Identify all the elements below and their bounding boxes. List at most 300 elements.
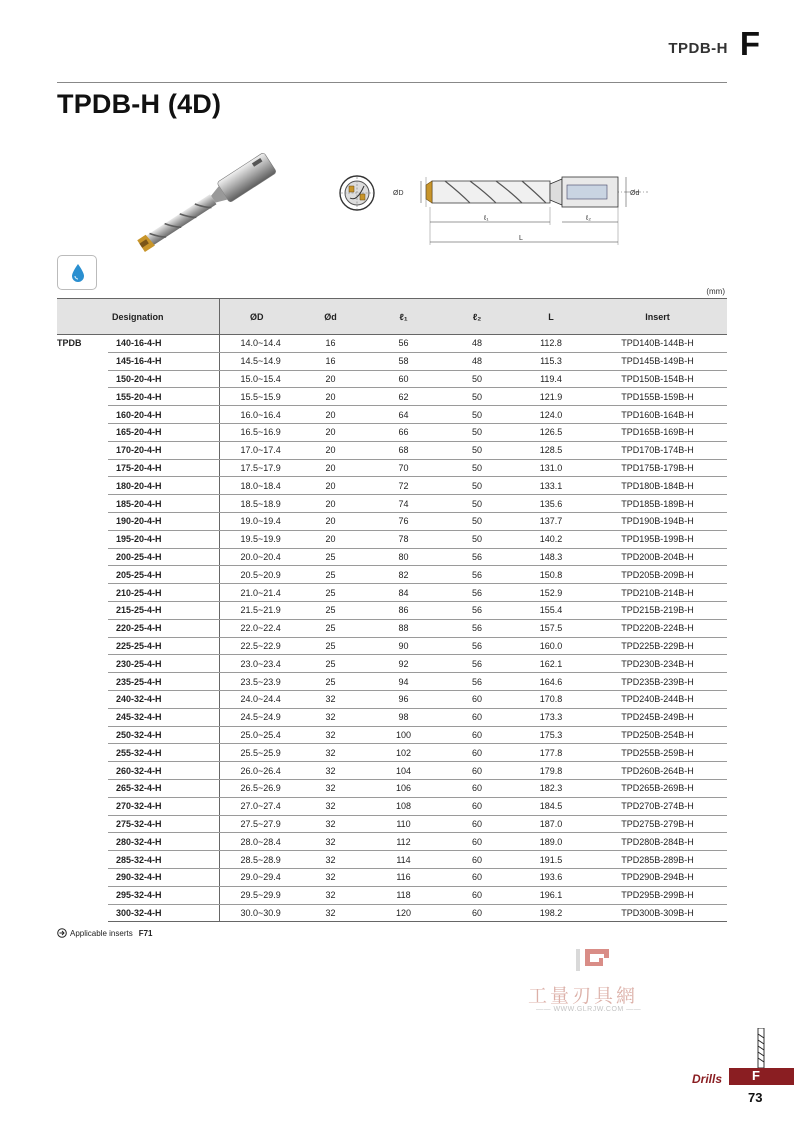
cell-designation: 185-20-4-H [108, 495, 219, 513]
cell-sd: 25 [294, 637, 367, 655]
cell-l2: 48 [440, 335, 514, 353]
cell-l2: 60 [440, 762, 514, 780]
table-row [57, 601, 727, 619]
coolant-drop-icon [70, 263, 86, 283]
cell-l2: 56 [440, 655, 514, 673]
drill-icon [754, 1028, 768, 1070]
cell-l1: 60 [367, 370, 440, 388]
table-row [57, 477, 727, 495]
cell-od: 17.0~17.4 [219, 441, 294, 459]
cell-designation: 295-32-4-H [108, 886, 219, 904]
cell-od: 29.0~29.4 [219, 868, 294, 886]
label-od: ØD [393, 190, 404, 197]
table-row [57, 690, 727, 708]
cell-l2: 50 [440, 441, 514, 459]
cell-sd: 32 [294, 868, 367, 886]
cell-l2: 56 [440, 673, 514, 691]
cell-designation: 145-16-4-H [108, 352, 219, 370]
cell-L: 115.3 [514, 352, 588, 370]
footnote [57, 928, 153, 938]
cell-insert: TPD260B-264B-H [588, 762, 727, 780]
cell-L: 152.9 [514, 584, 588, 602]
cell-designation: 155-20-4-H [108, 388, 219, 406]
cell-l2: 56 [440, 601, 514, 619]
cell-L: 112.8 [514, 335, 588, 353]
cell-sd: 32 [294, 886, 367, 904]
cell-designation: 165-20-4-H [108, 423, 219, 441]
table-row [57, 459, 727, 477]
cell-L: 177.8 [514, 744, 588, 762]
cell-insert: TPD150B-154B-H [588, 370, 727, 388]
cell-od: 15.0~15.4 [219, 370, 294, 388]
label-l1: ℓ₁ [484, 215, 489, 222]
cell-designation: 300-32-4-H [108, 904, 219, 922]
cell-l1: 118 [367, 886, 440, 904]
cell-L: 133.1 [514, 477, 588, 495]
table-row [57, 815, 727, 833]
cell-insert: TPD225B-229B-H [588, 637, 727, 655]
cell-insert: TPD195B-199B-H [588, 530, 727, 548]
cell-sd: 20 [294, 477, 367, 495]
cell-od: 23.5~23.9 [219, 673, 294, 691]
cell-l1: 100 [367, 726, 440, 744]
cell-l1: 84 [367, 584, 440, 602]
table-row [57, 388, 727, 406]
cell-insert: TPD295B-299B-H [588, 886, 727, 904]
cell-sd: 25 [294, 619, 367, 637]
table-row [57, 833, 727, 851]
cell-designation: 235-25-4-H [108, 673, 219, 691]
cell-l1: 106 [367, 779, 440, 797]
cell-l1: 120 [367, 904, 440, 922]
cell-l2: 60 [440, 797, 514, 815]
cell-insert: TPD300B-309B-H [588, 904, 727, 922]
cell-insert: TPD170B-174B-H [588, 441, 727, 459]
coolant-badge [57, 255, 97, 290]
cell-od: 24.5~24.9 [219, 708, 294, 726]
cell-L: 150.8 [514, 566, 588, 584]
cell-l1: 78 [367, 530, 440, 548]
cell-L: 187.0 [514, 815, 588, 833]
table-row [57, 726, 727, 744]
cell-L: 148.3 [514, 548, 588, 566]
cell-od: 20.0~20.4 [219, 548, 294, 566]
col-l2: ℓ₂ [440, 299, 514, 335]
cell-od: 28.5~28.9 [219, 851, 294, 869]
cell-od: 21.5~21.9 [219, 601, 294, 619]
footer-tab[interactable] [729, 1068, 794, 1085]
cell-l1: 96 [367, 690, 440, 708]
cell-l1: 92 [367, 655, 440, 673]
cell-designation: 290-32-4-H [108, 868, 219, 886]
cell-od: 20.5~20.9 [219, 566, 294, 584]
table-row [57, 619, 727, 637]
cell-insert: TPD210B-214B-H [588, 584, 727, 602]
cell-od: 19.0~19.4 [219, 512, 294, 530]
table-row [57, 566, 727, 584]
cell-designation: 245-32-4-H [108, 708, 219, 726]
cell-od: 14.0~14.4 [219, 335, 294, 353]
cell-insert: TPD190B-194B-H [588, 512, 727, 530]
cell-L: 162.1 [514, 655, 588, 673]
cell-l2: 60 [440, 833, 514, 851]
table-row [57, 441, 727, 459]
cell-sd: 32 [294, 744, 367, 762]
cell-l2: 60 [440, 726, 514, 744]
cell-od: 26.5~26.9 [219, 779, 294, 797]
header-divider [57, 82, 727, 83]
cell-designation: 215-25-4-H [108, 601, 219, 619]
cell-sd: 32 [294, 904, 367, 922]
cell-L: 184.5 [514, 797, 588, 815]
cell-od: 23.0~23.4 [219, 655, 294, 673]
cell-od: 27.0~27.4 [219, 797, 294, 815]
table-row [57, 495, 727, 513]
cell-L: 155.4 [514, 601, 588, 619]
cell-insert: TPD230B-234B-H [588, 655, 727, 673]
cell-designation: 175-20-4-H [108, 459, 219, 477]
cell-l1: 82 [367, 566, 440, 584]
cell-l2: 60 [440, 904, 514, 922]
cell-L: 173.3 [514, 708, 588, 726]
cell-sd: 20 [294, 512, 367, 530]
cell-l2: 50 [440, 530, 514, 548]
col-sd: Ød [294, 299, 367, 335]
cell-L: 179.8 [514, 762, 588, 780]
section-label: TPDB-H [668, 40, 728, 57]
watermark-text: 工量刃具網 [528, 985, 639, 1007]
table-header-row [57, 299, 727, 335]
cell-l2: 50 [440, 495, 514, 513]
cell-l1: 90 [367, 637, 440, 655]
cell-sd: 32 [294, 851, 367, 869]
table-row [57, 548, 727, 566]
cell-l1: 68 [367, 441, 440, 459]
cell-l2: 50 [440, 423, 514, 441]
cell-L: 160.0 [514, 637, 588, 655]
cell-l2: 60 [440, 815, 514, 833]
cell-l1: 104 [367, 762, 440, 780]
spec-table [57, 298, 727, 922]
cell-designation: 205-25-4-H [108, 566, 219, 584]
cell-designation: 270-32-4-H [108, 797, 219, 815]
table-row [57, 352, 727, 370]
cell-designation: 230-25-4-H [108, 655, 219, 673]
cell-l2: 56 [440, 566, 514, 584]
cell-insert: TPD160B-164B-H [588, 406, 727, 424]
arrow-right-circle-icon [57, 928, 67, 938]
cell-l1: 112 [367, 833, 440, 851]
label-L: L [519, 235, 523, 242]
cell-od: 24.0~24.4 [219, 690, 294, 708]
cell-od: 30.0~30.9 [219, 904, 294, 922]
cell-l2: 50 [440, 477, 514, 495]
table-row [57, 744, 727, 762]
footer-tab-letter: F [752, 1068, 760, 1083]
cell-insert: TPD155B-159B-H [588, 388, 727, 406]
cell-insert: TPD140B-144B-H [588, 335, 727, 353]
cell-l2: 60 [440, 886, 514, 904]
cell-designation: 150-20-4-H [108, 370, 219, 388]
cell-insert: TPD250B-254B-H [588, 726, 727, 744]
cell-od: 22.0~22.4 [219, 619, 294, 637]
footer-category: Drills [692, 1072, 723, 1086]
cell-l1: 56 [367, 335, 440, 353]
cell-L: 119.4 [514, 370, 588, 388]
cell-sd: 20 [294, 370, 367, 388]
cell-insert: TPD245B-249B-H [588, 708, 727, 726]
table-row [57, 779, 727, 797]
section-letter: F [739, 25, 760, 62]
cell-L: 131.0 [514, 459, 588, 477]
cell-l2: 56 [440, 619, 514, 637]
cell-l2: 60 [440, 708, 514, 726]
cell-designation: 285-32-4-H [108, 851, 219, 869]
cell-l2: 50 [440, 388, 514, 406]
cell-sd: 25 [294, 584, 367, 602]
cell-od: 22.5~22.9 [219, 637, 294, 655]
page-number: 73 [748, 1090, 763, 1105]
cell-designation: 195-20-4-H [108, 530, 219, 548]
cell-l1: 58 [367, 352, 440, 370]
cell-l1: 110 [367, 815, 440, 833]
table-row [57, 584, 727, 602]
cell-l2: 50 [440, 370, 514, 388]
label-sd: Ød [630, 190, 640, 197]
cell-od: 25.0~25.4 [219, 726, 294, 744]
cell-l2: 48 [440, 352, 514, 370]
cell-L: 157.5 [514, 619, 588, 637]
cell-L: 198.2 [514, 904, 588, 922]
cell-designation: 200-25-4-H [108, 548, 219, 566]
cell-designation: 190-20-4-H [108, 512, 219, 530]
table-row [57, 851, 727, 869]
table-row [57, 886, 727, 904]
cell-insert: TPD180B-184B-H [588, 477, 727, 495]
cell-l1: 72 [367, 477, 440, 495]
cell-l1: 94 [367, 673, 440, 691]
cell-insert: TPD220B-224B-H [588, 619, 727, 637]
cell-od: 16.0~16.4 [219, 406, 294, 424]
cell-designation: 180-20-4-H [108, 477, 219, 495]
cell-insert: TPD145B-149B-H [588, 352, 727, 370]
cell-l1: 62 [367, 388, 440, 406]
col-insert: Insert [588, 299, 727, 335]
cell-insert: TPD240B-244B-H [588, 690, 727, 708]
cell-L: 189.0 [514, 833, 588, 851]
cell-designation: 210-25-4-H [108, 584, 219, 602]
cell-od: 16.5~16.9 [219, 423, 294, 441]
cell-designation: 240-32-4-H [108, 690, 219, 708]
cell-od: 15.5~15.9 [219, 388, 294, 406]
cell-designation: 160-20-4-H [108, 406, 219, 424]
table-row [57, 335, 727, 353]
cell-l1: 86 [367, 601, 440, 619]
col-designation: Designation [57, 299, 219, 335]
cell-sd: 20 [294, 406, 367, 424]
table-row [57, 512, 727, 530]
cell-l2: 60 [440, 851, 514, 869]
cell-L: 124.0 [514, 406, 588, 424]
cell-l1: 114 [367, 851, 440, 869]
drill-side-view [390, 163, 658, 253]
table-row [57, 370, 727, 388]
cell-od: 14.5~14.9 [219, 352, 294, 370]
cell-designation: 280-32-4-H [108, 833, 219, 851]
cell-sd: 25 [294, 566, 367, 584]
cell-l2: 60 [440, 690, 514, 708]
cell-designation: 170-20-4-H [108, 441, 219, 459]
cell-l2: 60 [440, 868, 514, 886]
cell-designation: 225-25-4-H [108, 637, 219, 655]
table-row [57, 423, 727, 441]
cell-L: 128.5 [514, 441, 588, 459]
cell-l1: 66 [367, 423, 440, 441]
cell-l1: 64 [367, 406, 440, 424]
cell-L: 121.9 [514, 388, 588, 406]
label-l2: ℓ₂ [586, 215, 591, 222]
table-row [57, 637, 727, 655]
col-L: L [514, 299, 588, 335]
cell-l1: 98 [367, 708, 440, 726]
drill-end-view [338, 174, 376, 212]
cell-L: 175.3 [514, 726, 588, 744]
cell-sd: 32 [294, 690, 367, 708]
cell-L: 191.5 [514, 851, 588, 869]
cell-L: 170.8 [514, 690, 588, 708]
cell-insert: TPD205B-209B-H [588, 566, 727, 584]
cell-l1: 76 [367, 512, 440, 530]
cell-sd: 20 [294, 495, 367, 513]
table-row [57, 655, 727, 673]
cell-sd: 20 [294, 388, 367, 406]
cell-od: 17.5~17.9 [219, 459, 294, 477]
cell-designation: 265-32-4-H [108, 779, 219, 797]
col-od: ØD [219, 299, 294, 335]
cell-l2: 50 [440, 512, 514, 530]
table-row [57, 868, 727, 886]
cell-sd: 32 [294, 762, 367, 780]
cell-l1: 80 [367, 548, 440, 566]
cell-od: 29.5~29.9 [219, 886, 294, 904]
cell-insert: TPD275B-279B-H [588, 815, 727, 833]
cell-L: 182.3 [514, 779, 588, 797]
cell-insert: TPD200B-204B-H [588, 548, 727, 566]
cell-l2: 50 [440, 459, 514, 477]
cell-insert: TPD265B-269B-H [588, 779, 727, 797]
cell-L: 135.6 [514, 495, 588, 513]
cell-insert: TPD285B-289B-H [588, 851, 727, 869]
cell-insert: TPD270B-274B-H [588, 797, 727, 815]
cell-l2: 56 [440, 548, 514, 566]
cell-insert: TPD175B-179B-H [588, 459, 727, 477]
table-row [57, 673, 727, 691]
cell-sd: 32 [294, 726, 367, 744]
cell-sd: 25 [294, 655, 367, 673]
cell-insert: TPD290B-294B-H [588, 868, 727, 886]
cell-sd: 20 [294, 423, 367, 441]
cell-sd: 16 [294, 352, 367, 370]
cell-sd: 32 [294, 797, 367, 815]
cell-l1: 116 [367, 868, 440, 886]
drill-photo [128, 152, 290, 252]
cell-l1: 70 [367, 459, 440, 477]
cell-od: 21.0~21.4 [219, 584, 294, 602]
cell-L: 193.6 [514, 868, 588, 886]
cell-insert: TPD280B-284B-H [588, 833, 727, 851]
cell-L: 196.1 [514, 886, 588, 904]
cell-sd: 32 [294, 708, 367, 726]
cell-sd: 20 [294, 441, 367, 459]
watermark-url: —— WWW.GLRJW.COM —— [536, 1006, 642, 1013]
cell-L: 126.5 [514, 423, 588, 441]
cell-insert: TPD185B-189B-H [588, 495, 727, 513]
cell-insert: TPD165B-169B-H [588, 423, 727, 441]
cell-L: 140.2 [514, 530, 588, 548]
cell-designation: 220-25-4-H [108, 619, 219, 637]
group-label: TPDB [57, 338, 82, 348]
cell-od: 18.5~18.9 [219, 495, 294, 513]
cell-sd: 32 [294, 815, 367, 833]
cell-sd: 16 [294, 335, 367, 353]
cell-l1: 88 [367, 619, 440, 637]
cell-sd: 25 [294, 601, 367, 619]
cell-sd: 25 [294, 673, 367, 691]
cell-od: 28.0~28.4 [219, 833, 294, 851]
cell-designation: 260-32-4-H [108, 762, 219, 780]
unit-label: (mm) [706, 287, 725, 296]
cell-od: 26.0~26.4 [219, 762, 294, 780]
cell-l1: 108 [367, 797, 440, 815]
cell-designation: 250-32-4-H [108, 726, 219, 744]
cell-l2: 60 [440, 779, 514, 797]
cell-sd: 32 [294, 833, 367, 851]
cell-od: 25.5~25.9 [219, 744, 294, 762]
table-row [57, 762, 727, 780]
cell-sd: 32 [294, 779, 367, 797]
cell-L: 164.6 [514, 673, 588, 691]
cell-l2: 60 [440, 744, 514, 762]
cell-sd: 25 [294, 548, 367, 566]
cell-designation: 275-32-4-H [108, 815, 219, 833]
cell-l2: 50 [440, 406, 514, 424]
cell-insert: TPD235B-239B-H [588, 673, 727, 691]
table-row [57, 530, 727, 548]
cell-l2: 56 [440, 584, 514, 602]
table-row [57, 406, 727, 424]
cell-od: 27.5~27.9 [219, 815, 294, 833]
cell-l1: 74 [367, 495, 440, 513]
footnote-ref[interactable]: F71 [138, 928, 153, 938]
col-l1: ℓ₁ [367, 299, 440, 335]
cell-od: 19.5~19.9 [219, 530, 294, 548]
cell-designation: 255-32-4-H [108, 744, 219, 762]
footnote-text: Applicable inserts [70, 928, 133, 938]
cell-insert: TPD215B-219B-H [588, 601, 727, 619]
cell-sd: 20 [294, 530, 367, 548]
cell-designation: 140-16-4-H [108, 335, 219, 353]
table-row [57, 708, 727, 726]
cell-insert: TPD255B-259B-H [588, 744, 727, 762]
cell-l1: 102 [367, 744, 440, 762]
cell-od: 18.0~18.4 [219, 477, 294, 495]
page-title: TPDB-H (4D) [57, 89, 222, 119]
cell-L: 137.7 [514, 512, 588, 530]
cell-l2: 56 [440, 637, 514, 655]
cell-sd: 20 [294, 459, 367, 477]
table-row [57, 797, 727, 815]
table-row [57, 904, 727, 922]
